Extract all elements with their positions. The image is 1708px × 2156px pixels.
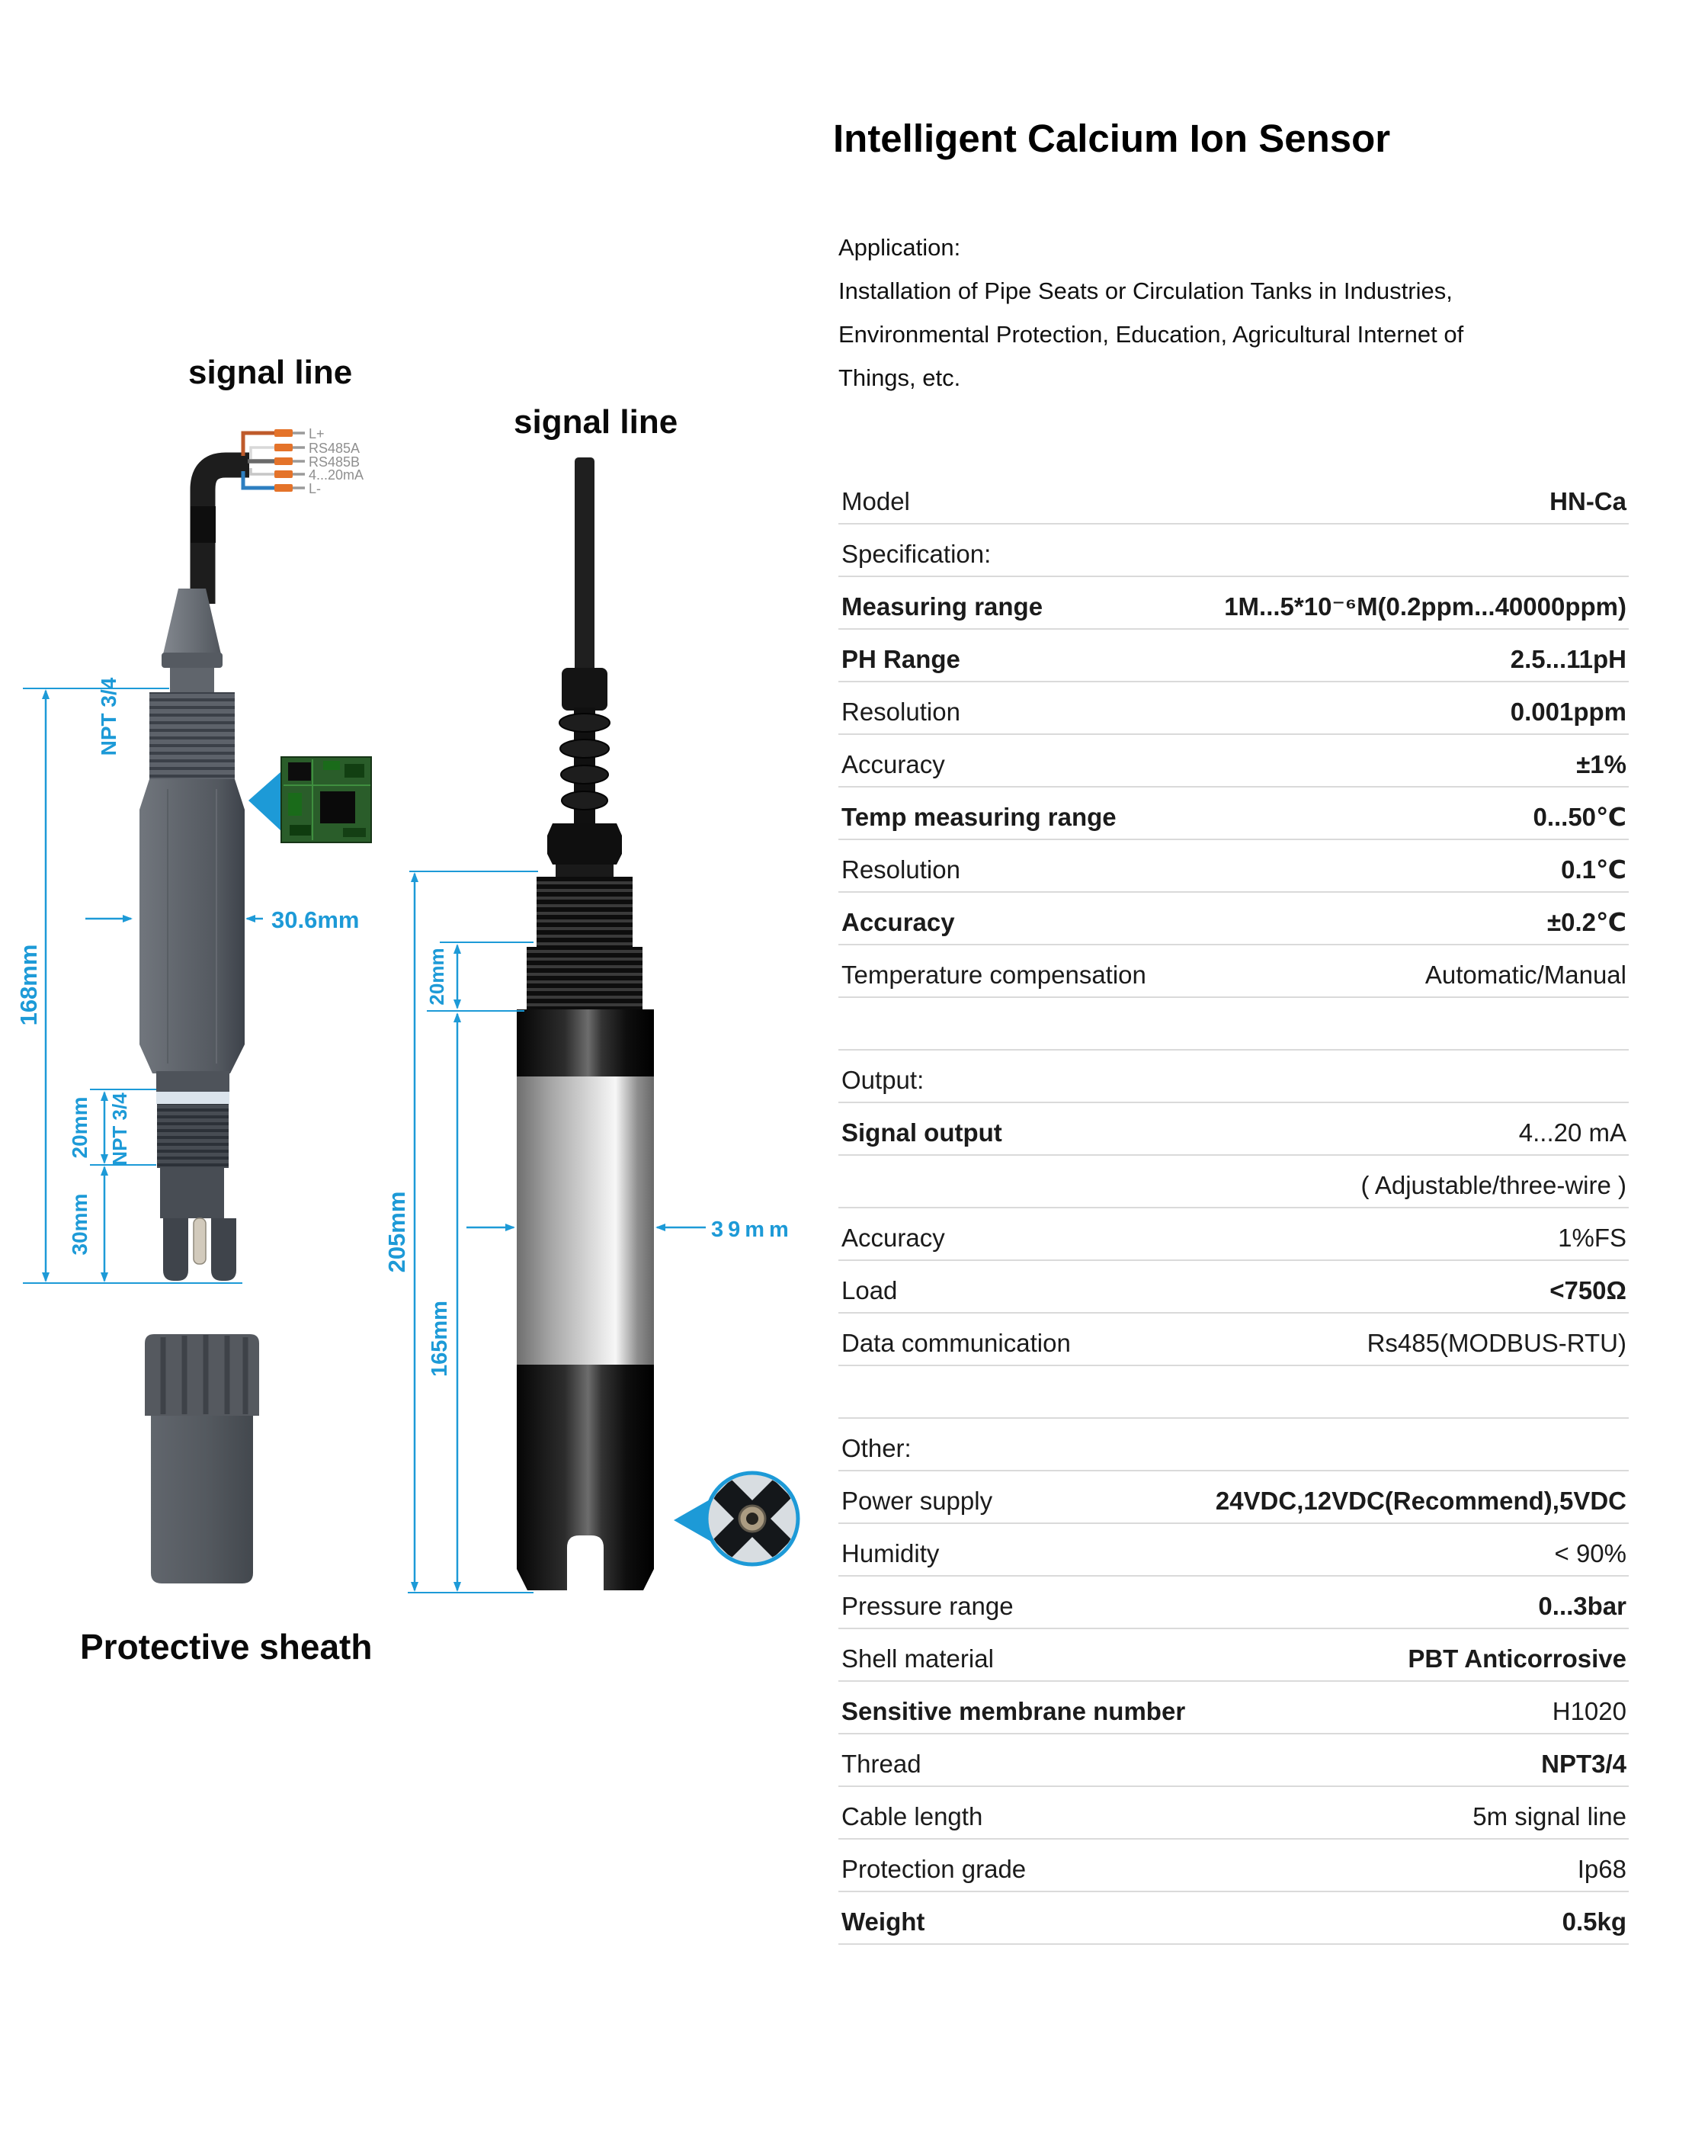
spec-table-row [838,1419,1629,1471]
spec-value: 2.5...11pH [1510,645,1626,673]
right-cable [575,457,594,672]
spec-label: Temperature compensation [841,961,1146,989]
top-thread-label: NPT 3/4 [97,677,120,756]
spec-table-row [838,893,1629,945]
spec-label: Accuracy [841,908,955,936]
ferrule [274,470,293,478]
spec-value: ( Adjustable/three-wire ) [1360,1171,1626,1199]
spec-label: Other: [841,1434,912,1462]
spec-table-row [838,1261,1629,1314]
spec-table-row [838,998,1629,1051]
spec-value: 0...3bar [1538,1592,1626,1620]
spec-label: Pressure range [841,1592,1014,1620]
spec-label: Accuracy [841,1224,945,1252]
tip-magnifier-image [674,1473,798,1564]
spec-value: 0.1℃ [1561,855,1626,884]
right-sensor-illustration [383,403,798,1593]
left-cable-band [191,506,216,543]
application-block [838,226,1707,399]
upper-thread [537,877,633,947]
wire-420ma [251,468,276,474]
gland-hex-nut [547,823,622,865]
spec-value: 0.001ppm [1510,698,1626,726]
ferrule [274,444,293,451]
ferrule [274,457,293,465]
dimension-20mm-label: 20mm [68,1096,91,1159]
wire-label-l-plus: L+ [309,426,325,441]
gland-collar [556,865,614,878]
spec-table-row [838,945,1629,998]
spec-table-row [838,682,1629,735]
spec-value: PBT Anticorrosive [1408,1644,1626,1673]
spec-label: Model [841,487,910,515]
spec-table-row [838,1471,1629,1524]
left-sensor-body [139,589,245,1281]
spec-value: < 90% [1554,1539,1626,1567]
spec-label: Cable length [841,1802,983,1830]
spec-table [838,472,1629,1945]
spec-value: ±0.2℃ [1547,908,1626,936]
spec-table-row [838,1787,1629,1840]
spec-label: Measuring range [841,592,1043,621]
left-sensor-illustration [15,354,372,1667]
spec-value: 1%FS [1558,1224,1626,1252]
dimension-165mm-label: 165mm [428,1301,452,1377]
spec-table-row [838,1156,1629,1208]
spec-table-row [838,788,1629,840]
wire-label-rs485b: RS485B [309,454,361,470]
protective-sheath-illustration [145,1334,259,1583]
spec-label: Temp measuring range [841,803,1117,831]
spec-table-row [838,1208,1629,1261]
dimension-20mm-right-label: 20mm [425,948,448,1006]
spec-table-row [838,1577,1629,1629]
lower-thread-label: NPT 3/4 [108,1092,131,1166]
spec-label: Weight [841,1907,925,1936]
wire-rs485a [251,448,276,459]
application-line: Environmental Protection, Education, Agricultural Internet of [838,321,1464,348]
spec-label: Power supply [841,1487,993,1515]
spec-table-row [838,1103,1629,1156]
spec-table-row [838,1682,1629,1734]
spec-label: Resolution [841,698,960,726]
right-sensor-body [517,1009,654,1592]
spec-label: PH Range [841,645,960,673]
left-prong [163,1218,188,1281]
spec-table-row [838,1524,1629,1577]
spec-value: 4...20 mA [1518,1118,1626,1147]
spec-table-row [838,630,1629,682]
dimension-168mm-label: 168mm [15,944,42,1026]
spec-value: Rs485(MODBUS-RTU) [1367,1329,1626,1357]
spec-table-row [838,1051,1629,1103]
spec-value: 1M...5*10⁻⁶M(0.2ppm...40000ppm) [1224,592,1626,621]
strain-relief-spring [559,707,610,823]
wire-label-rs485a: RS485A [309,441,361,456]
spec-label: Protection grade [841,1855,1027,1883]
right-prong [211,1218,236,1281]
spec-table-row [838,577,1629,630]
left-signal-line-label: signal line [188,354,353,391]
spec-value: Ip68 [1577,1855,1626,1883]
spec-label: Thread [841,1750,921,1778]
spec-table-row [838,525,1629,577]
spec-table-row [838,1314,1629,1366]
spec-label: Humidity [841,1539,940,1567]
application-line: Application: [838,234,961,261]
spec-value: H1020 [1552,1697,1626,1725]
spec-value: <750Ω [1549,1276,1626,1304]
spec-table-row [838,1840,1629,1892]
protective-sheath-label: Protective sheath [80,1627,373,1667]
right-signal-line-label: signal line [514,403,678,441]
spec-table-row [838,1734,1629,1787]
pcb-pointer-triangle [248,772,281,831]
spec-label: Specification: [841,540,992,568]
bottom-notch [567,1535,604,1592]
spec-table-row [838,1892,1629,1945]
wire-label-420ma: 4...20mA [309,467,364,483]
spec-value: 24VDC,12VDC(Recommend),5VDC [1215,1487,1626,1515]
dimension-30-6mm-label: 30.6mm [271,906,360,933]
spec-label: Resolution [841,855,960,884]
white-band [156,1092,229,1104]
spec-table-row [838,1366,1629,1419]
wire-ferrules [274,429,305,492]
dimension-39mm-label: 39mm [711,1218,793,1242]
spec-value: 5m signal line [1472,1802,1626,1830]
spec-label: Sensitive membrane number [841,1697,1186,1725]
spec-label: Shell material [841,1644,994,1673]
page-title: Intelligent Calcium Ion Sensor [833,117,1391,160]
spec-label: Data communication [841,1329,1071,1357]
dimension-30mm-label: 30mm [68,1193,91,1256]
lower-thread [527,947,643,1009]
application-line: Installation of Pipe Seats or Circulation Tanks in Industries, [838,278,1453,304]
spec-label: Output: [841,1066,924,1094]
spec-table-row [838,840,1629,893]
spec-label: Accuracy [841,750,945,778]
spec-value: Automatic/Manual [1424,961,1626,989]
ferrule [274,429,293,437]
silver-band [517,1076,654,1365]
application-line: Things, etc. [838,364,961,391]
spec-label: Load [841,1276,898,1304]
electrode-pin [194,1218,206,1264]
spec-table-row [838,735,1629,788]
spec-label: Signal output [841,1118,1002,1147]
spec-value: NPT3/4 [1541,1750,1626,1778]
spec-value: 0.5kg [1562,1907,1626,1936]
spec-value: ±1% [1576,750,1626,778]
dimension-205mm-label: 205mm [383,1191,410,1273]
spec-table-row [838,1629,1629,1682]
pcb-inset-image [248,757,371,842]
spec-value: 0...50℃ [1533,803,1626,831]
wire-fanout [243,426,364,496]
wire-label-l-minus: L- [309,481,322,496]
spec-value: HN-Ca [1549,487,1626,515]
spec-table-row [838,472,1629,525]
ferrule [274,484,293,492]
gland-nut [562,668,607,711]
